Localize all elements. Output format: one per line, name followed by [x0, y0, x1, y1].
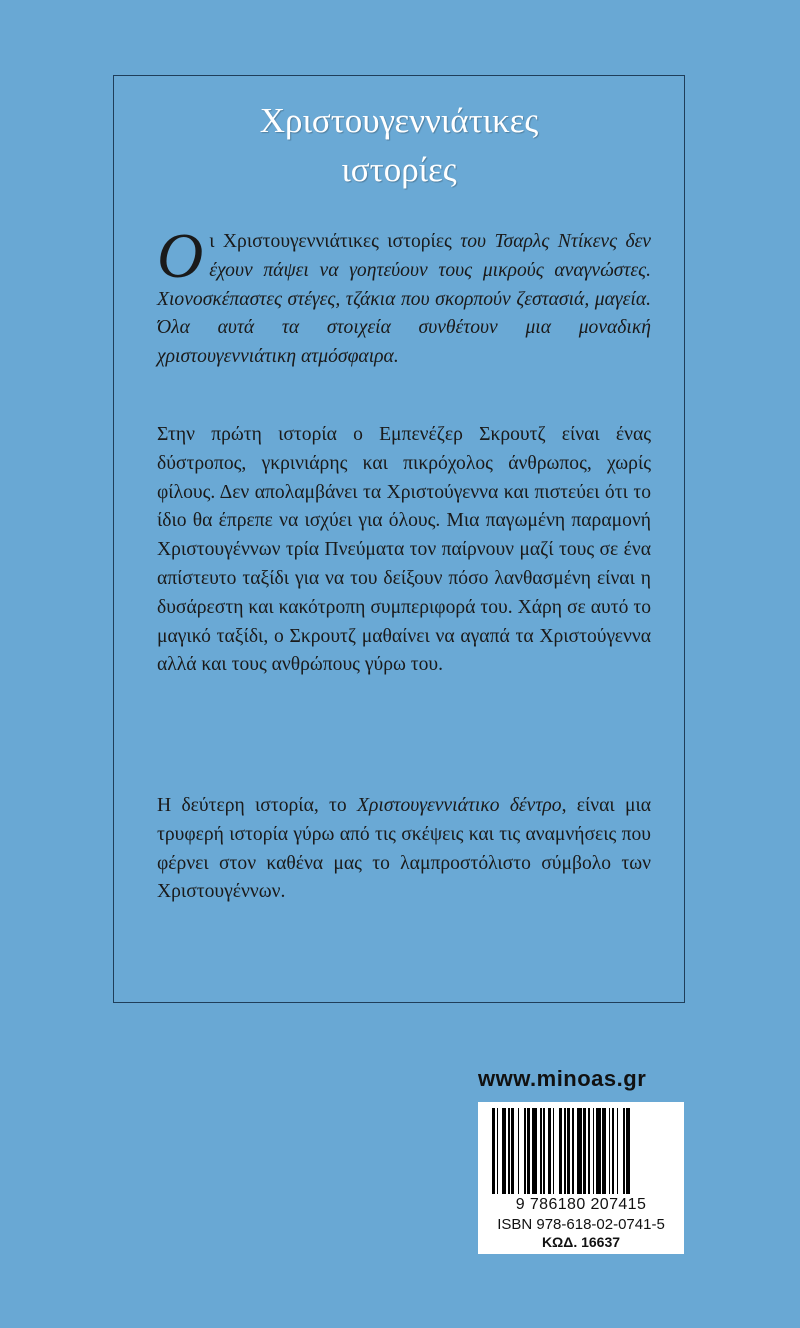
barcode-bar: [617, 1108, 619, 1194]
barcode-bar: [508, 1108, 510, 1194]
title-line-1: Χριστουγεννιάτικες: [259, 101, 539, 140]
barcode-box: [478, 1102, 684, 1254]
publisher-website: www.minoas.gr: [478, 1066, 647, 1091]
barcode-bar: [492, 1108, 495, 1194]
barcode-bar: [577, 1108, 582, 1194]
second-story-title: Χριστουγεννιάτικο δέντρο: [357, 795, 562, 816]
barcode-bar: [527, 1108, 530, 1194]
barcode-bar: [609, 1108, 611, 1194]
isbn-number: ISBN 978-618-02-0741-5: [497, 1216, 665, 1233]
barcode-bar: [524, 1108, 526, 1194]
product-code: ΚΩΔ. 16637: [541, 1234, 621, 1250]
intro-paragraph: [157, 220, 651, 372]
barcode-bar: [518, 1108, 520, 1194]
barcode-bar: [626, 1108, 629, 1194]
barcode-bar: [602, 1108, 605, 1194]
second-story-before: Η δεύτερη ιστορία, το: [157, 795, 358, 816]
barcode-bar: [511, 1108, 514, 1194]
barcode-bar: [540, 1108, 542, 1194]
barcode-bar: [612, 1108, 614, 1194]
barcode-bar: [559, 1108, 562, 1194]
text-frame: [113, 75, 685, 1003]
barcode-digits: 9 786180 207415: [515, 1196, 647, 1213]
barcode-bar: [553, 1108, 555, 1194]
barcode-bar: [564, 1108, 566, 1194]
barcode-bar: [583, 1108, 586, 1194]
barcode-bar: [623, 1108, 625, 1194]
barcode-bar: [548, 1108, 551, 1194]
drop-cap: Ο: [157, 220, 204, 291]
intro-text: του Τσαρλς Ντίκενς δεν έχουν πάψει να γοητεύουν τους μικρούς αναγνώστες. Χιονοσκέπαστες στέγες, τζάκια που σκορπούν ζεστασιά, μαγεία. Όλα αυτά τα στοιχεία συνθέτουν μια μοναδική χριστουγεννιάτικη ατμόσφαιρα.: [157, 231, 651, 368]
barcode-bars: [492, 1108, 670, 1194]
barcode-bar: [497, 1108, 499, 1194]
barcode-bar: [543, 1108, 545, 1194]
second-story-after: , είναι μια τρυφερή ιστορία γύρω από τις σκέψεις και τις αναμνήσεις που φέρνει στον καθένα μας το λαμπροστόλιστο σύμβολο των Χριστουγέννων.: [157, 795, 651, 903]
barcode-bar: [588, 1108, 590, 1194]
first-story-paragraph: Στην πρώτη ιστορία ο Εμπενέζερ Σκρουτζ είναι ένας δύστροπος, γκρινιάρης και πικρόχολος άνθρωπος, χωρίς φίλους. Δεν απολαμβάνει τα Χριστούγεννα και πιστεύει ότι το ίδιο θα έπρεπε να ισχύει για όλους. Μια παγωμένη παραμονή Χριστουγέννων τρία Πνεύματα τον παίρνουν μαζί τους σε ένα απίστευτο ταξίδι για να του δείξουν πόσο λανθασμένη είναι η δυσάρεστη και κακότροπη συμπεριφορά του. Χάρη σε αυτό το μαγικό ταξίδι, ο Σκρουτζ μαθαίνει να αγαπά τα Χριστούγεννα αλλά και τους ανθρώπους γύρω του.: [157, 424, 651, 676]
title-line-2: ιστορίες: [341, 150, 457, 189]
intro-lead: ι Χριστουγεννιάτικες ιστορίες: [209, 231, 452, 252]
second-story-paragraph: [157, 792, 651, 907]
barcode-bar: [567, 1108, 570, 1194]
barcode-bar: [532, 1108, 537, 1194]
barcode-bar: [596, 1108, 601, 1194]
barcode-bar: [572, 1108, 574, 1194]
barcode-bar: [593, 1108, 595, 1194]
barcode-bar: [502, 1108, 507, 1194]
book-title: [114, 96, 684, 194]
